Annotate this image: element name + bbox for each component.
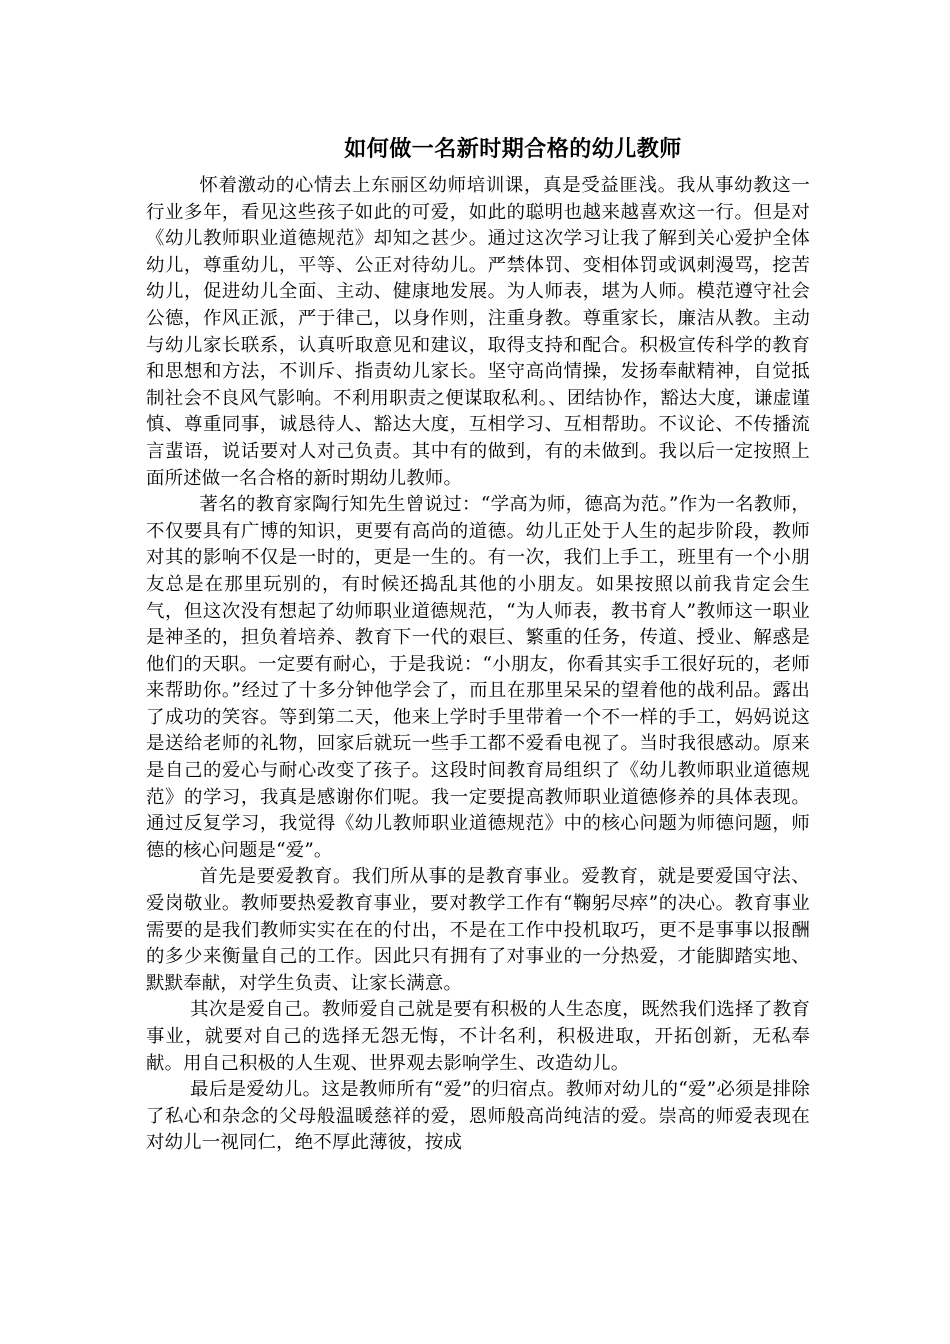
paragraph-4: 其次是爱自己。教师爱自己就是要有积极的人生态度，既然我们选择了教育事业，就要对自己的选择无怨无悔，不计名利，积极进取，开拓创新，无私奉献。用自己积极的人生观、世界观去影响学生、改造幼儿。 — [146, 999, 810, 1074]
paragraph-1: 怀着激动的心情去上东丽区幼师培训课，真是受益匪浅。我从事幼教这一行业多年，看见这些孩子如此的可爱，如此的聪明也越来越喜欢这一行。但是对《幼儿教师职业道德规范》却知之甚少。通过这次学习让我了解到关心爱护全体幼儿，尊重幼儿，平等、公正对待幼儿。严禁体罚、变相体罚或讽刺漫骂，挖苦幼儿，促进幼儿全面、主动、健康地发展。为人师表，堪为人师。模范遵守社会公德，作风正派，严于律己，以身作则，注重身教。尊重家长，廉洁从教。主动与幼儿家长联系，认真听取意见和建议，取得支持和配合。积极宣传科学的教育和思想和方法，不训斥、指责幼儿家长。坚守高尚情操，发扬奉献精神，自觉抵制社会不良风气影响。不利用职责之便谋取私利。、团结协作，豁达大度，谦虚谨慎、尊重同事，诚恳待人、豁达大度，互相学习、互相帮助。不议论、不传播流言蜚语，说话要对人对己负责。其中有的做到，有的未做到。我以后一定按照上面所述做一名合格的新时期幼儿教师。 — [146, 175, 810, 489]
document-title: 如何做一名新时期合格的幼儿教师 — [344, 136, 682, 162]
paragraph-3: 首先是要爱教育。我们所从事的是教育事业。爱教育，就是要爱国守法、爱岗敬业。教师要热爱教育事业，要对教学工作有“鞠躬尽瘁”的决心。教育事业需要的是我们教师实实在在的付出，不是在工作中投机取巧，更不是事事以报酬的多少来衡量自己的工作。因此只有拥有了对事业的一分热爱，才能脚踏实地、默默奉献，对学生负责、让家长满意。 — [146, 866, 810, 994]
paragraph-2: 著名的教育家陶行知先生曾说过：“学高为师，德高为范。”作为一名教师，不仅要具有广博的知识，更要有高尚的道德。幼儿正处于人生的起步阶段，教师对其的影响不仅是一时的，更是一生的。有一次，我们上手工，班里有一个小朋友总是在那里玩别的，有时候还捣乱其他的小朋友。如果按照以前我肯定会生气，但这次没有想起了幼师职业道德规范，“为人师表，教书育人”教师这一职业是神圣的，担负着培养、教育下一代的艰巨、繁重的任务，传道、授业、解惑是他们的天职。一定要有耐心，于是我说：“小朋友，你看其实手工很好玩的，老师来帮助你。”经过了十多分钟他学会了，而且在那里呆呆的望着他的战利品。露出了成功的笑容。等到第二天，他来上学时手里带着一个不一样的手工，妈妈说这是送给老师的礼物，回家后就玩一些手工都不爱看电视了。当时我很感动。原来是自己的爱心与耐心改变了孩子。这段时间教育局组织了《幼儿教师职业道德规范》的学习，我真是感谢你们呢。我一定要提高教师职业道德修养的具体表现。通过反复学习，我觉得《幼儿教师职业道德规范》中的核心问题为师德问题，师德的核心问题是“爱”。 — [146, 494, 810, 861]
document-body — [146, 173, 810, 1157]
paragraph-5: 最后是爱幼儿。这是教师所有“爱”的归宿点。教师对幼儿的“爱”必须是排除了私心和杂念的父母般温暖慈祥的爱，恩师般高尚纯洁的爱。崇高的师爱表现在对幼儿一视同仁，绝不厚此薄彼，按成 — [146, 1079, 810, 1154]
